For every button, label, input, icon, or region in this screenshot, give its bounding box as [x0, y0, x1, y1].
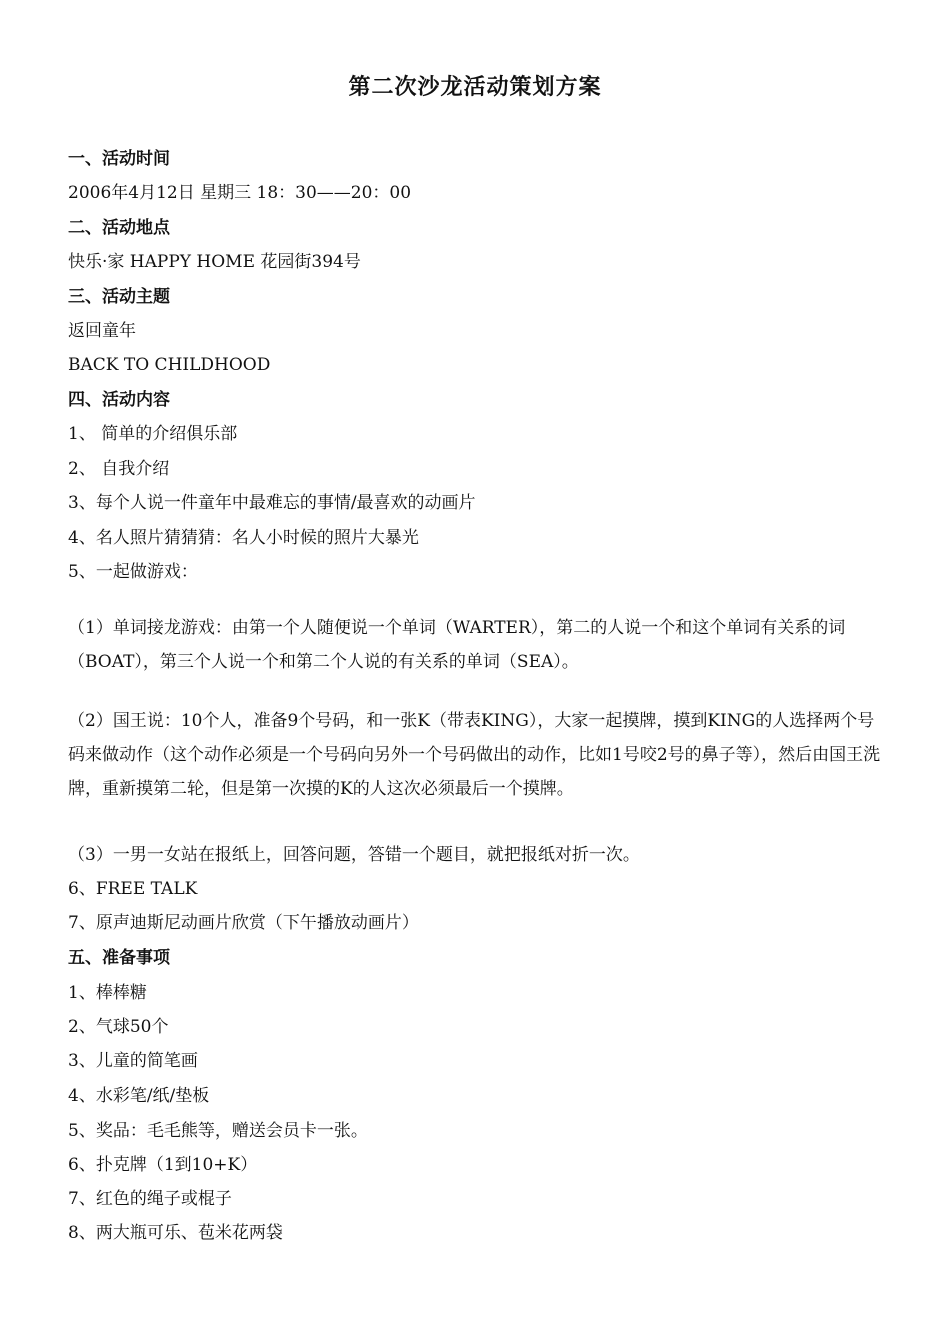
content-item: 2、 自我介绍: [68, 459, 170, 479]
preparation-item: 7、红色的绳子或棍子: [68, 1189, 232, 1209]
content-item: 3、每个人说一件童年中最难忘的事情/最喜欢的动画片: [68, 493, 476, 513]
section-heading-content: 四、活动内容: [68, 390, 170, 410]
section-heading-place: 二、活动地点: [68, 218, 170, 238]
content-item: 4、名人照片猜猜猜：名人小时候的照片大暴光: [68, 528, 419, 548]
content-item: 1、 简单的介绍俱乐部: [68, 424, 238, 444]
theme-line: 返回童年: [68, 321, 136, 341]
section-heading-time: 一、活动时间: [68, 149, 170, 169]
event-time-text: 2006年4月12日 星期三 18：30——20：00: [68, 183, 412, 203]
game-description: （2）国王说：10个人，准备9个号码，和一张K（带表KING），大家一起摸牌，摸到KING的人选择两个号码来做动作（这个动作必须是一个号码向另外一个号码做出的动作，比如1号咬2号的鼻子等），然后由国王洗牌，重新摸第二轮，但是第一次摸的K的人这次必须最后一个摸牌。: [68, 711, 881, 799]
document-title: 第二次沙龙活动策划方案: [348, 75, 602, 100]
event-place-text: 快乐·家 HAPPY HOME 花园街394号: [68, 252, 361, 272]
game-description: （1）单词接龙游戏：由第一个人随便说一个单词（WARTER），第二的人说一个和这个单词有关系的词（BOAT），第三个人说一个和第二个人说的有关系的单词（SEA）。: [68, 618, 846, 672]
game-description: （3）一男一女站在报纸上，回答问题，答错一个题目，就把报纸对折一次。: [68, 845, 640, 865]
preparation-item: 6、扑克牌（1到10+K）: [68, 1155, 258, 1175]
content-item: 6、FREE TALK: [68, 879, 198, 899]
section-heading-theme: 三、活动主题: [68, 287, 170, 307]
preparation-item: 3、儿童的简笔画: [68, 1051, 198, 1071]
preparation-item: 8、两大瓶可乐、苞米花两袋: [68, 1223, 283, 1243]
content-item: 5、一起做游戏：: [68, 562, 198, 582]
preparation-item: 4、水彩笔/纸/垫板: [68, 1086, 210, 1106]
preparation-item: 2、气球50个: [68, 1017, 169, 1037]
preparation-item: 1、棒棒糖: [68, 983, 147, 1003]
section-heading-preparation: 五、准备事项: [68, 948, 170, 968]
theme-line: BACK TO CHILDHOOD: [68, 355, 271, 375]
preparation-item: 5、奖品：毛毛熊等，赠送会员卡一张。: [68, 1121, 368, 1141]
content-item: 7、原声迪斯尼动画片欣赏（下午播放动画片）: [68, 913, 419, 933]
